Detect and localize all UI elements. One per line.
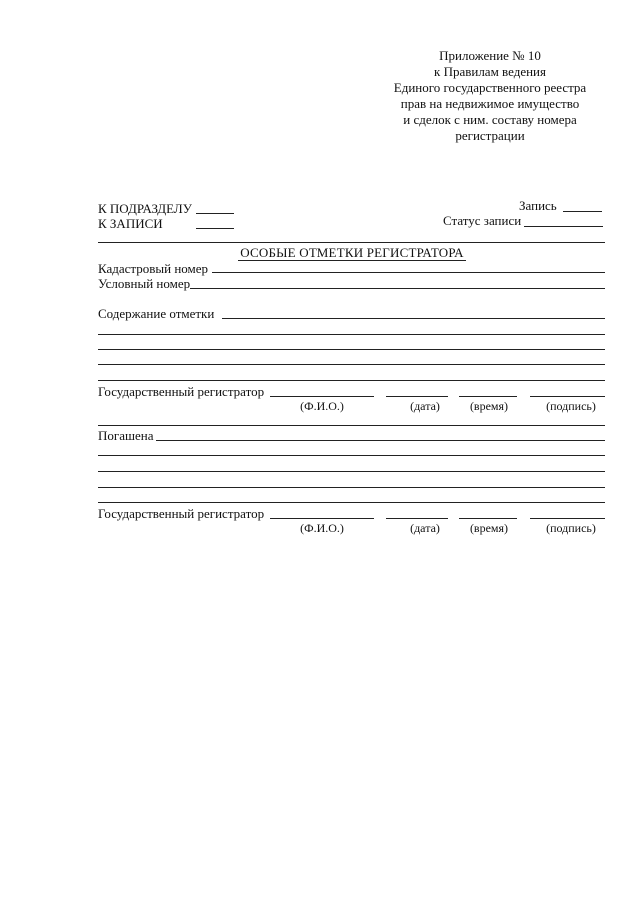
appendix-line: и сделок с ним. составу номера — [403, 112, 577, 127]
appendix-line: прав на недвижимое имущество — [400, 96, 580, 111]
appendix-line: Приложение № 10 — [439, 48, 541, 63]
registrar-date-field[interactable] — [386, 396, 448, 397]
appendix-line: Единого государственного реестра — [393, 80, 587, 95]
appendix-line: к Правилам ведения — [434, 64, 546, 79]
separator-line — [98, 425, 605, 426]
record-status-label: Статус записи — [443, 213, 522, 228]
note-content-line[interactable] — [98, 334, 605, 335]
repaid-field[interactable] — [156, 440, 605, 441]
to-division-field[interactable] — [196, 213, 234, 214]
registrar-label: Государственный регистратор — [98, 506, 265, 521]
signature-caption: (подпись) — [546, 521, 596, 535]
note-content-label: Содержание отметки — [98, 306, 215, 321]
to-division-label: К ПОДРАЗДЕЛУ — [98, 201, 192, 216]
section-title-text: ОСОБЫЕ ОТМЕТКИ РЕГИСТРАТОРА — [240, 245, 464, 260]
note-content-line[interactable] — [98, 380, 605, 381]
date-caption: (дата) — [410, 521, 440, 535]
registrar-date-field[interactable] — [386, 518, 448, 519]
time-caption: (время) — [469, 399, 509, 413]
to-record-field[interactable] — [196, 228, 234, 229]
registrar-signature-field[interactable] — [530, 518, 605, 519]
repaid-line[interactable] — [98, 471, 605, 472]
appendix-note — [370, 48, 610, 144]
fio-caption: (Ф.И.О.) — [300, 521, 344, 535]
fio-caption: (Ф.И.О.) — [300, 399, 344, 413]
conditional-number-label: Условный номер — [98, 276, 191, 291]
registrar-time-field[interactable] — [459, 518, 517, 519]
repaid-line[interactable] — [98, 455, 605, 456]
cadastral-number-label: Кадастровый номер — [98, 261, 209, 276]
section-title — [232, 245, 472, 260]
registrar-time-field[interactable] — [459, 396, 517, 397]
registrar-label: Государственный регистратор — [98, 384, 265, 399]
note-content-line[interactable] — [98, 349, 605, 350]
repaid-line[interactable] — [98, 502, 605, 503]
registrar-fio-field[interactable] — [270, 518, 374, 519]
separator-line — [98, 242, 605, 243]
record-label: Запись — [519, 198, 557, 213]
registrar-fio-field[interactable] — [270, 396, 374, 397]
date-caption: (дата) — [410, 399, 440, 413]
cadastral-number-field[interactable] — [212, 272, 605, 273]
registrar-signature-field[interactable] — [530, 396, 605, 397]
to-record-label: К ЗАПИСИ — [98, 216, 163, 231]
repaid-label: Погашена — [98, 428, 154, 443]
repaid-line[interactable] — [98, 487, 605, 488]
note-content-field[interactable] — [222, 318, 605, 319]
record-field[interactable] — [563, 211, 602, 212]
record-status-field[interactable] — [524, 226, 603, 227]
signature-caption: (подпись) — [546, 399, 596, 413]
time-caption: (время) — [469, 521, 509, 535]
note-content-line[interactable] — [98, 364, 605, 365]
conditional-number-field[interactable] — [190, 288, 605, 289]
appendix-line: регистрации — [455, 128, 525, 143]
